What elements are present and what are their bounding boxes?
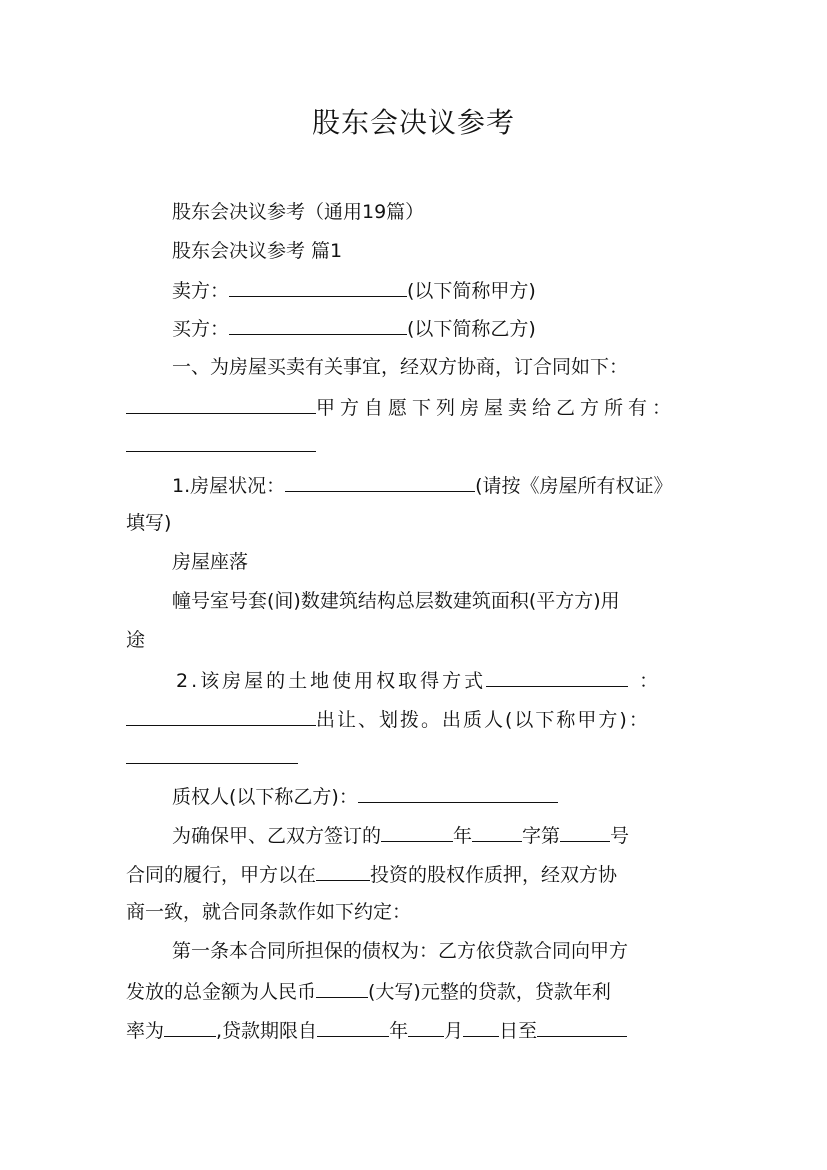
blank-field [408,1010,444,1037]
paragraph-line: 率为 ,贷款期限自 年 月 日至 [126,1010,627,1048]
blank-field [560,815,610,842]
blank-field [381,815,453,842]
paragraph-line: 第一条本合同所担保的债权为：乙方依贷款合同向甲方 [172,940,629,962]
blank-field [537,1010,627,1037]
blank-field [164,1010,216,1037]
blank-field [358,776,558,803]
blank-field [126,737,298,764]
section-heading: 股东会决议参考 篇1 [172,240,343,262]
seller-blank [229,270,407,297]
paragraph-line: 一、为房屋买卖有关事宜，经双方协商，订合同如下： [172,356,629,378]
blank-field [486,660,628,687]
blank-field [285,465,475,492]
subtitle-line: 股东会决议参考（通用19篇） [172,201,425,223]
blank-line [126,425,316,463]
blank-line [126,737,298,775]
paragraph-line: 合同的履行，甲方以在 投资的股权作质押，经双方协 [126,854,617,892]
paragraph-line: 1.房屋状况： (请按《房屋所有权证》 [172,465,673,503]
blank-field [126,425,316,452]
paragraph-line: 房屋座落 [172,551,249,573]
blank-field [126,387,316,414]
paragraph-line: 发放的总金额为人民币 (大写)元整的贷款，贷款年利 [126,971,611,1009]
paragraph-line: 甲方自愿下列房屋卖给乙方所有： [126,387,676,425]
seller-line: 卖方： (以下简称甲方) [172,270,536,308]
blank-field [316,854,370,881]
paragraph-line: 填写) [126,512,172,534]
blank-field [316,971,368,998]
paragraph-line: 为确保甲、乙双方签订的 年 字第 号 [172,815,629,853]
buyer-blank [229,308,407,335]
paragraph-line: 2.该房屋的土地使用权取得方式 ： [176,660,658,698]
blank-field [463,1010,499,1037]
document-title: 股东会决议参考 [311,106,515,139]
paragraph-line: 质权人(以下称乙方)： [172,776,558,814]
paragraph-line: 商一致，就合同条款作如下约定： [126,901,412,923]
paragraph-line: 幢号室号套(间)数建筑结构总层数建筑面积(平方方)用 [172,590,620,612]
paragraph-line: 途 [126,629,146,651]
blank-field [317,1010,389,1037]
blank-field [472,815,522,842]
blank-field [126,699,316,726]
paragraph-line: 出让、划拨。出质人(以下称甲方)： [126,699,650,737]
buyer-line: 买方： (以下简称乙方) [172,308,536,346]
